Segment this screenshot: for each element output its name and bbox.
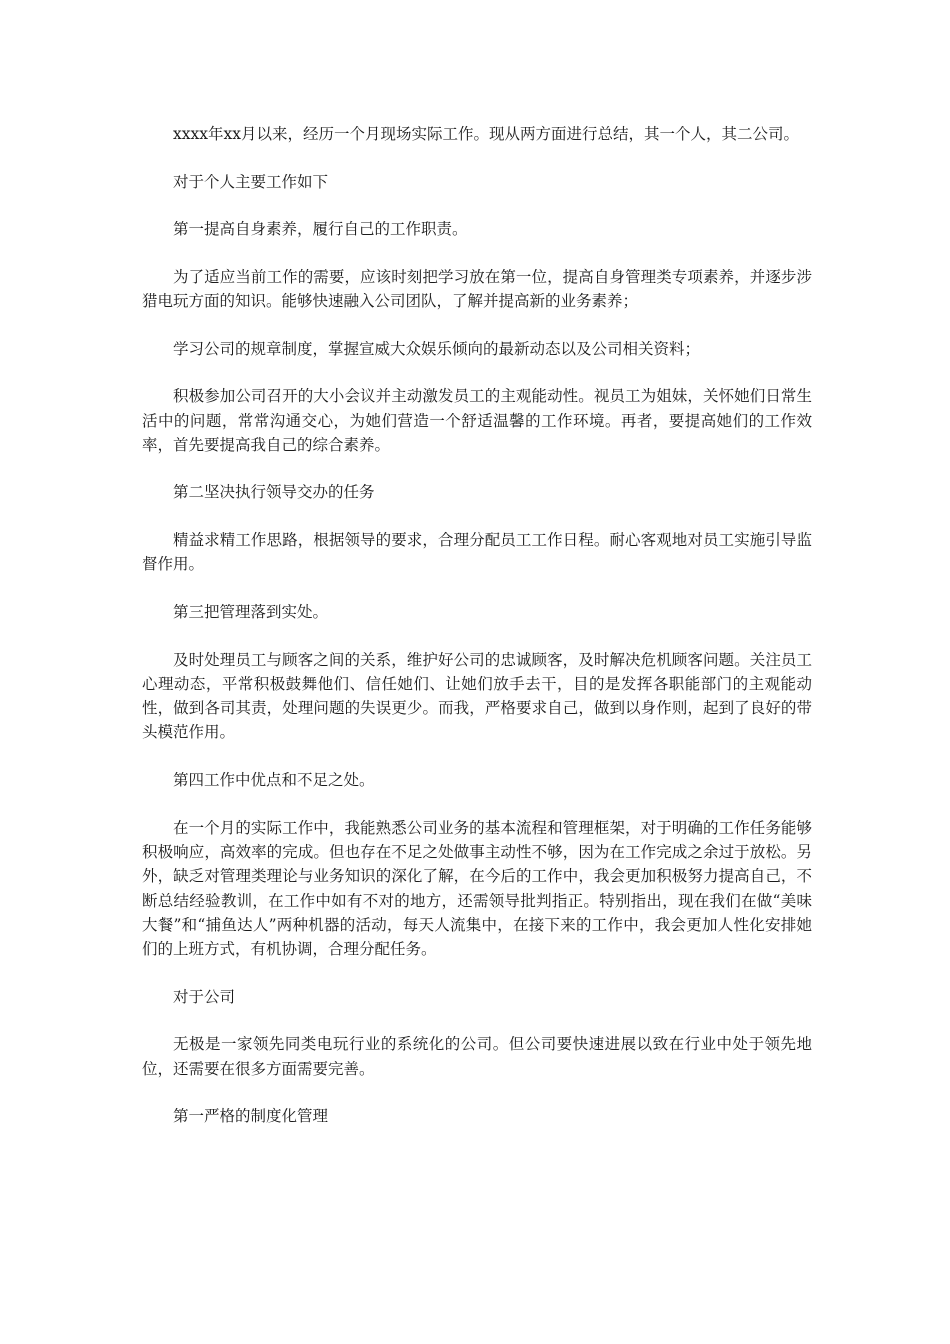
item-heading-4: 第四工作中优点和不足之处。 bbox=[173, 771, 375, 790]
body-paragraph: 无极是一家领先同类电玩行业的系统化的公司。但公司要快速进展以致在行业中处于领先地位，还需要在很多方面需要完善。 bbox=[142, 1035, 812, 1078]
body-paragraph: 为了适应当前工作的需要，应该时刻把学习放在第一位，提高自身管理类专项素养，并逐步涉猎电玩方面的知识。能够快速融入公司团队，了解并提高新的业务素养； bbox=[142, 267, 812, 311]
section-heading-personal: 对于个人主要工作如下 bbox=[173, 172, 329, 191]
body-paragraph: 积极参加公司召开的大小会议并主动激发员工的主观能动性。视员工为姐妹，关怀她们日常生活中的问题，常常沟通交心，为她们营造一个舒适温馨的工作环境。再者，要提高她们的工作效率，首先要提高我自己的综合素养。 bbox=[142, 387, 812, 454]
body-paragraph: 学习公司的规章制度，掌握宣威大众娱乐倾向的最新动态以及公司相关资料； bbox=[173, 339, 701, 358]
body-paragraph: 及时处理员工与顾客之间的关系，维护好公司的忠诚顾客，及时解决危机顾客问题。关注员工心理动态，平常积极鼓舞他们、信任她们、让她们放手去干，目的是发挥各职能部门的主观能动性，做到各司其责，处理问题的失误更少。而我，严格要求自己，做到以身作则，起到了良好的带头模范作用。 bbox=[142, 650, 812, 742]
item-heading-2: 第二坚决执行领导交办的任务 bbox=[173, 483, 375, 502]
item-heading-1: 第一提高自身素养，履行自己的工作职责。 bbox=[173, 220, 468, 239]
item-heading-3: 第三把管理落到实处。 bbox=[173, 602, 329, 621]
body-paragraph: 在一个月的实际工作中，我能熟悉公司业务的基本流程和管理框架，对于明确的工作任务能够积极响应，高效率的完成。但也存在不足之处做事主动性不够，因为在工作完成之余过于放松。另外，缺乏对管理类理论与业务知识的深化了解，在今后的工作中，我会更加积极努力提高自己，不断总结经验教训，在工作中如有不对的地方，还需领导批判指正。特别指出，现在我们在做“美味大餐”和“捕鱼达人”两种机器的活动，每天人流集中，在接下来的工作中，我会更加人性化安排她们的上班方式，有机协调，合理分配任务。 bbox=[142, 818, 812, 959]
intro-paragraph: xxxx年xx月以来，经历一个月现场实际工作。现从两方面进行总结，其一个人，其二公司。 bbox=[173, 125, 799, 143]
document-body bbox=[142, 122, 812, 1152]
body-paragraph: 精益求精工作思路，根据领导的要求，合理分配员工工作日程。耐心客观地对员工实施引导监督作用。 bbox=[142, 531, 812, 574]
item-heading-company-1: 第一严格的制度化管理 bbox=[173, 1107, 329, 1126]
section-heading-company: 对于公司 bbox=[173, 987, 236, 1006]
